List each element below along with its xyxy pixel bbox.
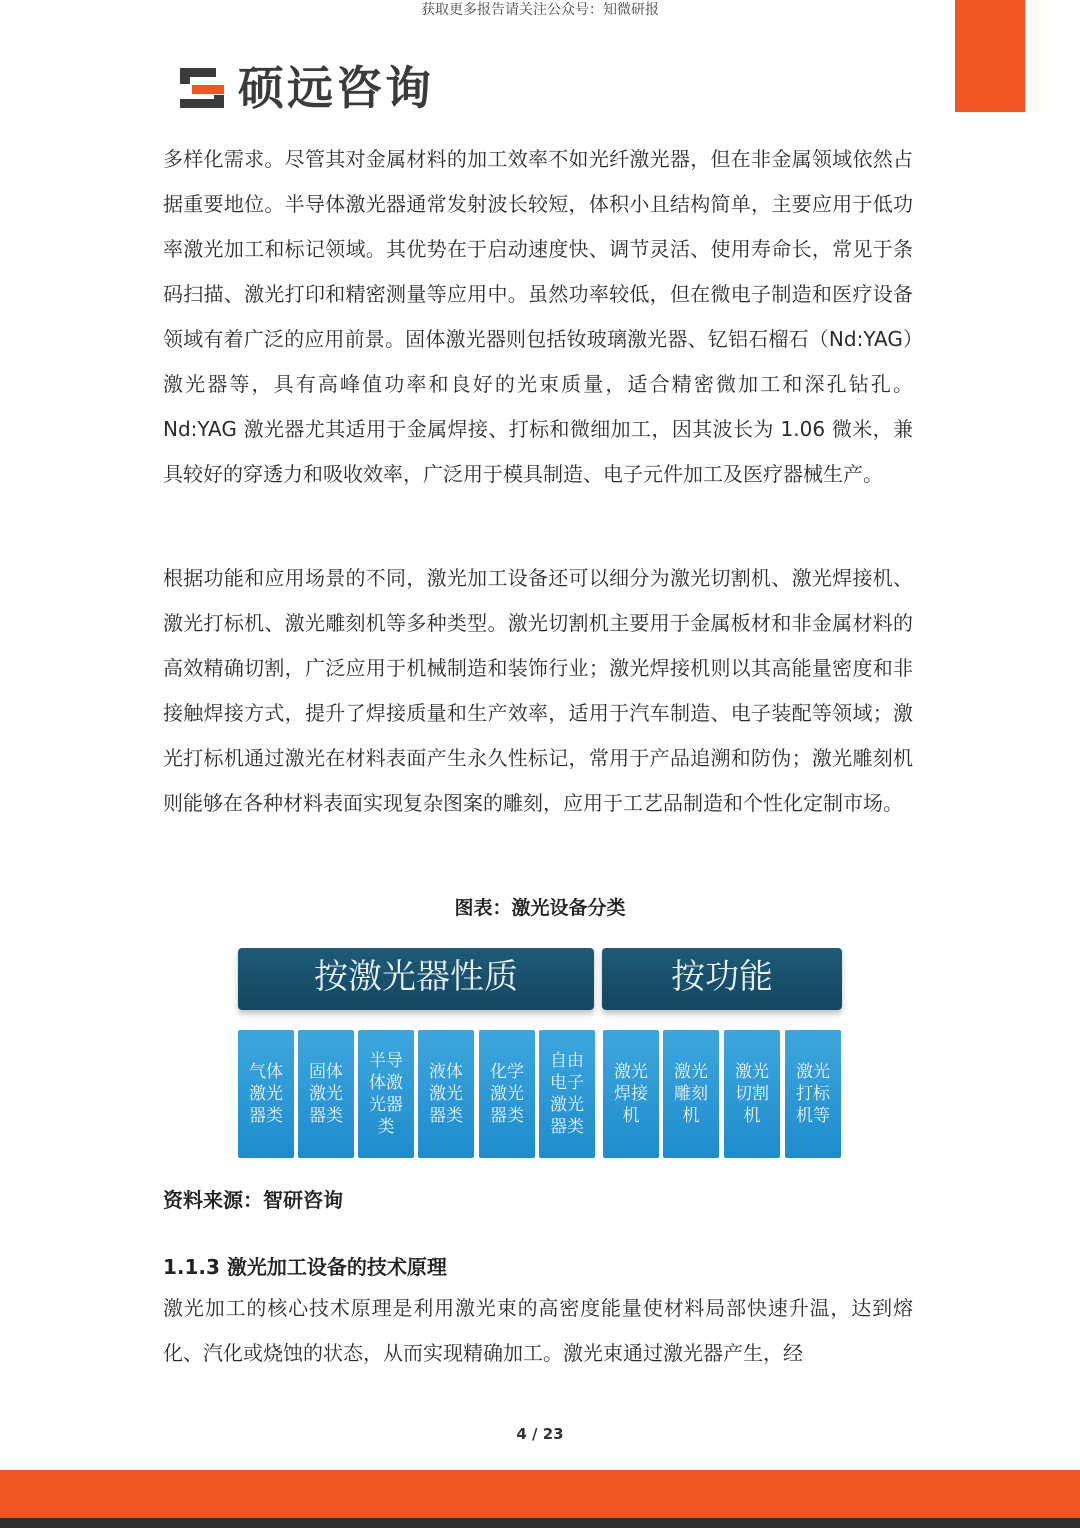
category-box-semiconductor-laser [358, 1030, 414, 1158]
wechat-notice: 获取更多报告请关注公众号：知微研报 [421, 2, 659, 18]
category-box-marking-machine [785, 1030, 841, 1158]
category-box-engraving-machine [663, 1030, 719, 1158]
category-box-cutting-machine [724, 1030, 780, 1158]
category-box-label: 激光雕刻机 [674, 1062, 708, 1126]
category-box-free-electron-laser [539, 1030, 595, 1158]
category-box-label: 激光打标机等 [796, 1062, 830, 1126]
section-heading: 1.1.3 激光加工设备的技术原理 [163, 1255, 447, 1279]
footer-dark-line [0, 1518, 1080, 1528]
laser-equipment-classification-diagram [238, 948, 842, 1158]
category-box-solid-laser [298, 1030, 354, 1158]
category-box-label: 液体激光器类 [429, 1062, 463, 1126]
category-box-label: 气体激光器类 [249, 1062, 283, 1126]
logo-mark-icon [176, 64, 228, 112]
category-box-chemical-laser [479, 1030, 535, 1158]
category-header-by-function: 按功能 [602, 948, 842, 1010]
category-box-label: 化学激光器类 [490, 1062, 524, 1126]
category-header-by-laser-nature: 按激光器性质 [238, 948, 594, 1010]
category-box-gas-laser [238, 1030, 294, 1158]
category-box-label: 激光焊接机 [614, 1062, 648, 1126]
body-paragraph-1: 多样化需求。尽管其对金属材料的加工效率不如光纤激光器，但在非金属领域依然占据重要地位。半导体激光器通常发射波长较短，体积小且结构简单，主要应用于低功率激光加工和标记领域。其优势在于启动速度快、调节灵活、使用寿命长，常见于条码扫描、激光打印和精密测量等应用中。虽然功率较低，但在微电子制造和医疗设备领域有着广泛的应用前景。固体激光器则包括钕玻璃激光器、钇铝石榴石（Nd:YAG）激光器等，具有高峰值功率和良好的光束质量，适合精密微加工和深孔钻孔。Nd:YAG 激光器尤其适用于金属焊接、打标和微细加工，因其波长为 1.06 微米，兼具较好的穿透力和吸收效率，广泛用于模具制造、电子元件加工及医疗器械生产。 [163, 147, 913, 486]
body-paragraph-2: 根据功能和应用场景的不同，激光加工设备还可以细分为激光切割机、激光焊接机、激光打标机、激光雕刻机等多种类型。激光切割机主要用于金属板材和非金属材料的高效精确切割，广泛应用于机械制造和装饰行业；激光焊接机则以其高能量密度和非接触焊接方式，提升了焊接质量和生产效率，适用于汽车制造、电子装配等领域；激光打标机通过激光在材料表面产生永久性标记，常用于产品追溯和防伪；激光雕刻机则能够在各种材料表面实现复杂图案的雕刻，应用于工艺品制造和个性化定制市场。 [163, 566, 913, 815]
logo-text: 硕远咨询 [238, 61, 434, 115]
category-box-label: 半导体激光器类 [369, 1051, 403, 1137]
source-note: 资料来源：智研咨询 [163, 1188, 343, 1212]
category-box-label: 自由电子激光器类 [550, 1051, 584, 1137]
page-number: 4 / 23 [516, 1425, 564, 1443]
company-logo [176, 60, 434, 116]
figure-caption: 图表：激光设备分类 [454, 897, 626, 919]
corner-accent-block [955, 0, 1025, 112]
category-box-welding-machine [603, 1030, 659, 1158]
category-box-label: 固体激光器类 [309, 1062, 343, 1126]
category-box-liquid-laser [418, 1030, 474, 1158]
category-box-label: 激光切割机 [735, 1062, 769, 1126]
body-paragraph-3: 激光加工的核心技术原理是利用激光束的高密度能量使材料局部快速升温，达到熔化、汽化或烧蚀的状态，从而实现精确加工。激光束通过激光器产生，经 [163, 1296, 913, 1365]
